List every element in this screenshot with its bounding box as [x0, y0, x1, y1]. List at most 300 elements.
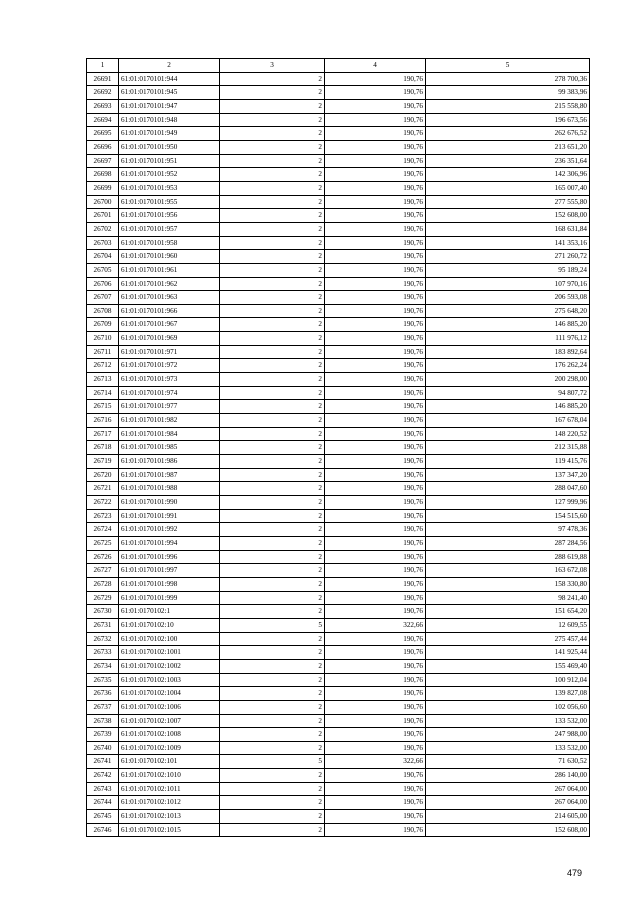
- cadastral-number-cell: 61:01:0170101:982: [119, 414, 220, 428]
- table-row: [87, 304, 590, 318]
- column-3-cell: 2: [220, 236, 325, 250]
- row-number-cell: 26743: [87, 782, 119, 796]
- column-3-cell: 2: [220, 482, 325, 496]
- column-5-cell: 215 558,80: [426, 99, 590, 113]
- column-5-cell: 133 532,00: [426, 714, 590, 728]
- cadastral-number-cell: 61:01:0170101:953: [119, 181, 220, 195]
- column-5-cell: 213 651,20: [426, 140, 590, 154]
- cadastral-number-cell: 61:01:0170102:1002: [119, 659, 220, 673]
- cadastral-number-cell: 61:01:0170101:961: [119, 263, 220, 277]
- column-5-cell: 200 298,00: [426, 373, 590, 387]
- column-5-cell: 262 676,52: [426, 127, 590, 141]
- column-3-cell: 2: [220, 441, 325, 455]
- row-number-cell: 26703: [87, 236, 119, 250]
- cadastral-number-cell: 61:01:0170101:997: [119, 564, 220, 578]
- cadastral-number-cell: 61:01:0170101:974: [119, 386, 220, 400]
- column-3-cell: 2: [220, 386, 325, 400]
- row-number-cell: 26725: [87, 536, 119, 550]
- cadastral-number-cell: 61:01:0170101:985: [119, 441, 220, 455]
- page-number: 479: [567, 868, 583, 878]
- column-3-cell: 2: [220, 577, 325, 591]
- table-row: [87, 673, 590, 687]
- cadastral-number-cell: 61:01:0170102:1012: [119, 796, 220, 810]
- column-4-cell: 322,66: [325, 618, 426, 632]
- column-5-cell: 196 673,56: [426, 113, 590, 127]
- column-5-cell: 168 631,84: [426, 222, 590, 236]
- column-5-cell: 176 262,24: [426, 359, 590, 373]
- row-number-cell: 26719: [87, 455, 119, 469]
- column-4-cell: 190,76: [325, 222, 426, 236]
- row-number-cell: 26730: [87, 605, 119, 619]
- cadastral-number-cell: 61:01:0170101:971: [119, 345, 220, 359]
- column-3-cell: 2: [220, 359, 325, 373]
- row-number-cell: 26738: [87, 714, 119, 728]
- table-row: [87, 782, 590, 796]
- column-5-cell: 102 056,60: [426, 700, 590, 714]
- cadastral-number-cell: 61:01:0170101:977: [119, 400, 220, 414]
- column-5-cell: 275 457,44: [426, 632, 590, 646]
- cadastral-number-cell: 61:01:0170101:950: [119, 140, 220, 154]
- table-row: [87, 482, 590, 496]
- column-5-cell: 71 630,52: [426, 755, 590, 769]
- column-5-cell: 107 970,16: [426, 277, 590, 291]
- cadastral-number-cell: 61:01:0170101:944: [119, 72, 220, 86]
- cadastral-number-cell: 61:01:0170101:957: [119, 222, 220, 236]
- table-row: [87, 277, 590, 291]
- column-5-cell: 165 007,40: [426, 181, 590, 195]
- column-3-cell: 2: [220, 714, 325, 728]
- column-3-cell: 2: [220, 564, 325, 578]
- cadastral-number-cell: 61:01:0170101:955: [119, 195, 220, 209]
- column-3-cell: 2: [220, 168, 325, 182]
- column-4-cell: 190,76: [325, 769, 426, 783]
- column-5-cell: 287 284,56: [426, 536, 590, 550]
- table-row: [87, 823, 590, 837]
- row-number-cell: 26711: [87, 345, 119, 359]
- cadastral-number-cell: 61:01:0170101:956: [119, 209, 220, 223]
- column-4-cell: 190,76: [325, 86, 426, 100]
- cadastral-number-cell: 61:01:0170101:999: [119, 591, 220, 605]
- row-number-cell: 26709: [87, 318, 119, 332]
- row-number-cell: 26698: [87, 168, 119, 182]
- row-number-cell: 26715: [87, 400, 119, 414]
- row-number-cell: 26737: [87, 700, 119, 714]
- column-3-cell: 2: [220, 277, 325, 291]
- column-5-cell: 98 241,40: [426, 591, 590, 605]
- table-row: [87, 236, 590, 250]
- table-row: [87, 577, 590, 591]
- row-number-cell: 26706: [87, 277, 119, 291]
- row-number-cell: 26708: [87, 304, 119, 318]
- row-number-cell: 26734: [87, 659, 119, 673]
- column-4-cell: 190,76: [325, 496, 426, 510]
- column-4-cell: 190,76: [325, 195, 426, 209]
- column-4-cell: 190,76: [325, 291, 426, 305]
- column-5-cell: 183 892,64: [426, 345, 590, 359]
- column-3-cell: 2: [220, 250, 325, 264]
- column-3-cell: 2: [220, 646, 325, 660]
- column-5-cell: 288 619,88: [426, 550, 590, 564]
- column-4-cell: 190,76: [325, 318, 426, 332]
- column-4-cell: 190,76: [325, 427, 426, 441]
- column-3-cell: 2: [220, 509, 325, 523]
- table-row: [87, 140, 590, 154]
- table-row: [87, 714, 590, 728]
- table-row: [87, 222, 590, 236]
- row-number-cell: 26691: [87, 72, 119, 86]
- cadastral-number-cell: 61:01:0170101:998: [119, 577, 220, 591]
- cadastral-number-cell: 61:01:0170102:1009: [119, 741, 220, 755]
- table-row: [87, 536, 590, 550]
- table-row: [87, 209, 590, 223]
- column-4-cell: 190,76: [325, 414, 426, 428]
- table-row: [87, 632, 590, 646]
- column-3-cell: 2: [220, 181, 325, 195]
- cadastral-number-cell: 61:01:0170101:966: [119, 304, 220, 318]
- table-row: [87, 564, 590, 578]
- column-3-cell: 2: [220, 222, 325, 236]
- row-number-cell: 26728: [87, 577, 119, 591]
- column-4-cell: 190,76: [325, 168, 426, 182]
- column-4-cell: 190,76: [325, 99, 426, 113]
- column-3-cell: 2: [220, 632, 325, 646]
- column-4-cell: 190,76: [325, 509, 426, 523]
- row-number-cell: 26702: [87, 222, 119, 236]
- column-3-cell: 2: [220, 113, 325, 127]
- column-3-cell: 2: [220, 823, 325, 837]
- table-row: [87, 523, 590, 537]
- table-row: [87, 263, 590, 277]
- column-4-cell: 190,76: [325, 523, 426, 537]
- cadastral-number-cell: 61:01:0170102:1: [119, 605, 220, 619]
- table-row: [87, 86, 590, 100]
- column-5-cell: 111 976,12: [426, 332, 590, 346]
- table-row: [87, 427, 590, 441]
- column-4-cell: 190,76: [325, 646, 426, 660]
- column-4-cell: 190,76: [325, 632, 426, 646]
- cadastral-number-cell: 61:01:0170101:958: [119, 236, 220, 250]
- column-4-cell: 190,76: [325, 345, 426, 359]
- column-4-cell: 190,76: [325, 277, 426, 291]
- column-4-cell: 190,76: [325, 714, 426, 728]
- column-4-cell: 190,76: [325, 659, 426, 673]
- column-4-cell: 190,76: [325, 209, 426, 223]
- column-5-cell: 152 608,00: [426, 209, 590, 223]
- column-4-cell: 190,76: [325, 400, 426, 414]
- column-3-cell: 2: [220, 209, 325, 223]
- cadastral-number-cell: 61:01:0170101:960: [119, 250, 220, 264]
- column-3-cell: 2: [220, 414, 325, 428]
- row-number-cell: 26720: [87, 468, 119, 482]
- row-number-cell: 26723: [87, 509, 119, 523]
- row-number-cell: 26694: [87, 113, 119, 127]
- column-3-cell: 2: [220, 400, 325, 414]
- column-4-cell: 190,76: [325, 687, 426, 701]
- row-number-cell: 26707: [87, 291, 119, 305]
- cadastral-number-cell: 61:01:0170102:1006: [119, 700, 220, 714]
- row-number-cell: 26695: [87, 127, 119, 141]
- row-number-cell: 26710: [87, 332, 119, 346]
- column-4-cell: 190,76: [325, 741, 426, 755]
- column-5-cell: 271 260,72: [426, 250, 590, 264]
- table-row: [87, 455, 590, 469]
- row-number-cell: 26740: [87, 741, 119, 755]
- table-row: [87, 496, 590, 510]
- row-number-cell: 26744: [87, 796, 119, 810]
- column-3-cell: 2: [220, 140, 325, 154]
- column-5-cell: 275 648,20: [426, 304, 590, 318]
- cadastral-number-cell: 61:01:0170101:992: [119, 523, 220, 537]
- table-body: [87, 72, 590, 837]
- column-5-cell: 163 672,08: [426, 564, 590, 578]
- row-number-cell: 26718: [87, 441, 119, 455]
- column-4-cell: 190,76: [325, 250, 426, 264]
- row-number-cell: 26732: [87, 632, 119, 646]
- cadastral-number-cell: 61:01:0170102:1001: [119, 646, 220, 660]
- column-5-cell: 12 609,55: [426, 618, 590, 632]
- column-4-cell: 190,76: [325, 468, 426, 482]
- column-4-cell: 190,76: [325, 127, 426, 141]
- cadastral-number-cell: 61:01:0170102:1007: [119, 714, 220, 728]
- column-5-cell: 146 885,20: [426, 318, 590, 332]
- cadastral-number-cell: 61:01:0170101:986: [119, 455, 220, 469]
- column-3-cell: 2: [220, 700, 325, 714]
- column-4-cell: 190,76: [325, 564, 426, 578]
- column-4-cell: 190,76: [325, 441, 426, 455]
- table-row: [87, 741, 590, 755]
- column-5-cell: 206 593,08: [426, 291, 590, 305]
- column-3-cell: 5: [220, 618, 325, 632]
- table-row: [87, 127, 590, 141]
- row-number-cell: 26714: [87, 386, 119, 400]
- table-row: [87, 646, 590, 660]
- cadastral-number-cell: 61:01:0170101:952: [119, 168, 220, 182]
- row-number-cell: 26704: [87, 250, 119, 264]
- column-4-cell: 190,76: [325, 181, 426, 195]
- column-4-cell: 190,76: [325, 263, 426, 277]
- column-5-cell: 94 807,72: [426, 386, 590, 400]
- column-5-cell: 127 999,96: [426, 496, 590, 510]
- table-row: [87, 755, 590, 769]
- column-4-cell: 190,76: [325, 823, 426, 837]
- table-row: [87, 318, 590, 332]
- table-row: [87, 291, 590, 305]
- column-3-cell: 2: [220, 291, 325, 305]
- column-5-cell: 139 827,08: [426, 687, 590, 701]
- column-3-cell: 2: [220, 728, 325, 742]
- cadastral-number-cell: 61:01:0170101:967: [119, 318, 220, 332]
- column-5-cell: 152 608,00: [426, 823, 590, 837]
- row-number-cell: 26742: [87, 769, 119, 783]
- column-3-cell: 2: [220, 810, 325, 824]
- column-5-cell: 146 885,20: [426, 400, 590, 414]
- table-row: [87, 359, 590, 373]
- row-number-cell: 26697: [87, 154, 119, 168]
- row-number-cell: 26731: [87, 618, 119, 632]
- column-4-cell: 190,76: [325, 482, 426, 496]
- column-3-cell: 2: [220, 263, 325, 277]
- table-row: [87, 414, 590, 428]
- table-row: [87, 605, 590, 619]
- column-header-2: 2: [119, 59, 220, 73]
- column-4-cell: 190,76: [325, 455, 426, 469]
- table-row: [87, 195, 590, 209]
- column-5-cell: 99 383,96: [426, 86, 590, 100]
- column-5-cell: 100 912,04: [426, 673, 590, 687]
- column-5-cell: 267 064,00: [426, 782, 590, 796]
- column-3-cell: 2: [220, 304, 325, 318]
- cadastral-number-cell: 61:01:0170101:990: [119, 496, 220, 510]
- table-row: [87, 72, 590, 86]
- column-4-cell: 190,76: [325, 113, 426, 127]
- column-5-cell: 95 189,24: [426, 263, 590, 277]
- row-number-cell: 26712: [87, 359, 119, 373]
- cadastral-number-cell: 61:01:0170101:987: [119, 468, 220, 482]
- row-number-cell: 26721: [87, 482, 119, 496]
- cadastral-number-cell: 61:01:0170101:949: [119, 127, 220, 141]
- cadastral-number-cell: 61:01:0170101:948: [119, 113, 220, 127]
- table-row: [87, 728, 590, 742]
- row-number-cell: 26692: [87, 86, 119, 100]
- column-4-cell: 190,76: [325, 536, 426, 550]
- cadastral-number-cell: 61:01:0170101:945: [119, 86, 220, 100]
- column-5-cell: 155 469,40: [426, 659, 590, 673]
- cadastral-number-cell: 61:01:0170101:969: [119, 332, 220, 346]
- cadastral-number-cell: 61:01:0170102:1013: [119, 810, 220, 824]
- table-row: [87, 659, 590, 673]
- column-4-cell: 190,76: [325, 386, 426, 400]
- column-4-cell: 190,76: [325, 728, 426, 742]
- column-3-cell: 2: [220, 550, 325, 564]
- column-3-cell: 2: [220, 496, 325, 510]
- column-4-cell: 190,76: [325, 236, 426, 250]
- table-row: [87, 386, 590, 400]
- row-number-cell: 26729: [87, 591, 119, 605]
- row-number-cell: 26736: [87, 687, 119, 701]
- table-row: [87, 345, 590, 359]
- cadastral-number-cell: 61:01:0170101:996: [119, 550, 220, 564]
- column-3-cell: 2: [220, 195, 325, 209]
- column-5-cell: 214 605,00: [426, 810, 590, 824]
- column-4-cell: 190,76: [325, 673, 426, 687]
- cadastral-number-cell: 61:01:0170101:947: [119, 99, 220, 113]
- column-5-cell: 141 353,16: [426, 236, 590, 250]
- column-3-cell: 2: [220, 796, 325, 810]
- table-row: [87, 250, 590, 264]
- row-number-cell: 26741: [87, 755, 119, 769]
- column-3-cell: 2: [220, 687, 325, 701]
- column-4-cell: 190,76: [325, 550, 426, 564]
- cadastral-number-cell: 61:01:0170101:972: [119, 359, 220, 373]
- column-5-cell: 288 047,60: [426, 482, 590, 496]
- column-5-cell: 97 478,36: [426, 523, 590, 537]
- row-number-cell: 26746: [87, 823, 119, 837]
- column-5-cell: 167 678,04: [426, 414, 590, 428]
- cadastral-number-cell: 61:01:0170102:1010: [119, 769, 220, 783]
- row-number-cell: 26722: [87, 496, 119, 510]
- cadastral-number-cell: 61:01:0170101:963: [119, 291, 220, 305]
- column-5-cell: 142 306,96: [426, 168, 590, 182]
- table-row: [87, 509, 590, 523]
- column-3-cell: 2: [220, 99, 325, 113]
- table-row: [87, 113, 590, 127]
- column-3-cell: 2: [220, 318, 325, 332]
- column-3-cell: 2: [220, 455, 325, 469]
- column-5-cell: 278 700,36: [426, 72, 590, 86]
- column-5-cell: 277 555,80: [426, 195, 590, 209]
- column-4-cell: 322,66: [325, 755, 426, 769]
- cadastral-number-cell: 61:01:0170102:1011: [119, 782, 220, 796]
- cadastral-number-cell: 61:01:0170102:10: [119, 618, 220, 632]
- column-4-cell: 190,76: [325, 782, 426, 796]
- row-number-cell: 26716: [87, 414, 119, 428]
- table-row: [87, 441, 590, 455]
- column-5-cell: 151 654,20: [426, 605, 590, 619]
- column-5-cell: 154 515,60: [426, 509, 590, 523]
- table-row: [87, 468, 590, 482]
- row-number-cell: 26726: [87, 550, 119, 564]
- table-row: [87, 700, 590, 714]
- table-row: [87, 769, 590, 783]
- column-3-cell: 2: [220, 332, 325, 346]
- column-4-cell: 190,76: [325, 72, 426, 86]
- column-3-cell: 2: [220, 345, 325, 359]
- header-row: [87, 59, 590, 73]
- row-number-cell: 26693: [87, 99, 119, 113]
- column-4-cell: 190,76: [325, 140, 426, 154]
- column-5-cell: 119 415,76: [426, 455, 590, 469]
- table-row: [87, 687, 590, 701]
- column-3-cell: 2: [220, 782, 325, 796]
- column-3-cell: 2: [220, 741, 325, 755]
- column-4-cell: 190,76: [325, 591, 426, 605]
- table-row: [87, 168, 590, 182]
- data-table: [86, 58, 590, 837]
- column-4-cell: 190,76: [325, 577, 426, 591]
- table-row: [87, 99, 590, 113]
- column-5-cell: 148 220,52: [426, 427, 590, 441]
- row-number-cell: 26717: [87, 427, 119, 441]
- column-5-cell: 141 925,44: [426, 646, 590, 660]
- column-5-cell: 137 347,20: [426, 468, 590, 482]
- row-number-cell: 26739: [87, 728, 119, 742]
- column-4-cell: 190,76: [325, 796, 426, 810]
- cadastral-number-cell: 61:01:0170102:100: [119, 632, 220, 646]
- table-row: [87, 796, 590, 810]
- column-3-cell: 2: [220, 769, 325, 783]
- column-header-3: 3: [220, 59, 325, 73]
- table-row: [87, 154, 590, 168]
- cadastral-number-cell: 61:01:0170102:1008: [119, 728, 220, 742]
- column-3-cell: 2: [220, 605, 325, 619]
- column-3-cell: 2: [220, 154, 325, 168]
- column-5-cell: 236 351,64: [426, 154, 590, 168]
- cadastral-number-cell: 61:01:0170101:973: [119, 373, 220, 387]
- column-4-cell: 190,76: [325, 332, 426, 346]
- column-3-cell: 2: [220, 536, 325, 550]
- table-row: [87, 618, 590, 632]
- column-3-cell: 2: [220, 86, 325, 100]
- column-4-cell: 190,76: [325, 700, 426, 714]
- column-5-cell: 286 140,00: [426, 769, 590, 783]
- cadastral-number-cell: 61:01:0170102:1015: [119, 823, 220, 837]
- column-3-cell: 2: [220, 427, 325, 441]
- table-row: [87, 332, 590, 346]
- table-row: [87, 550, 590, 564]
- cadastral-number-cell: 61:01:0170101:991: [119, 509, 220, 523]
- row-number-cell: 26700: [87, 195, 119, 209]
- row-number-cell: 26724: [87, 523, 119, 537]
